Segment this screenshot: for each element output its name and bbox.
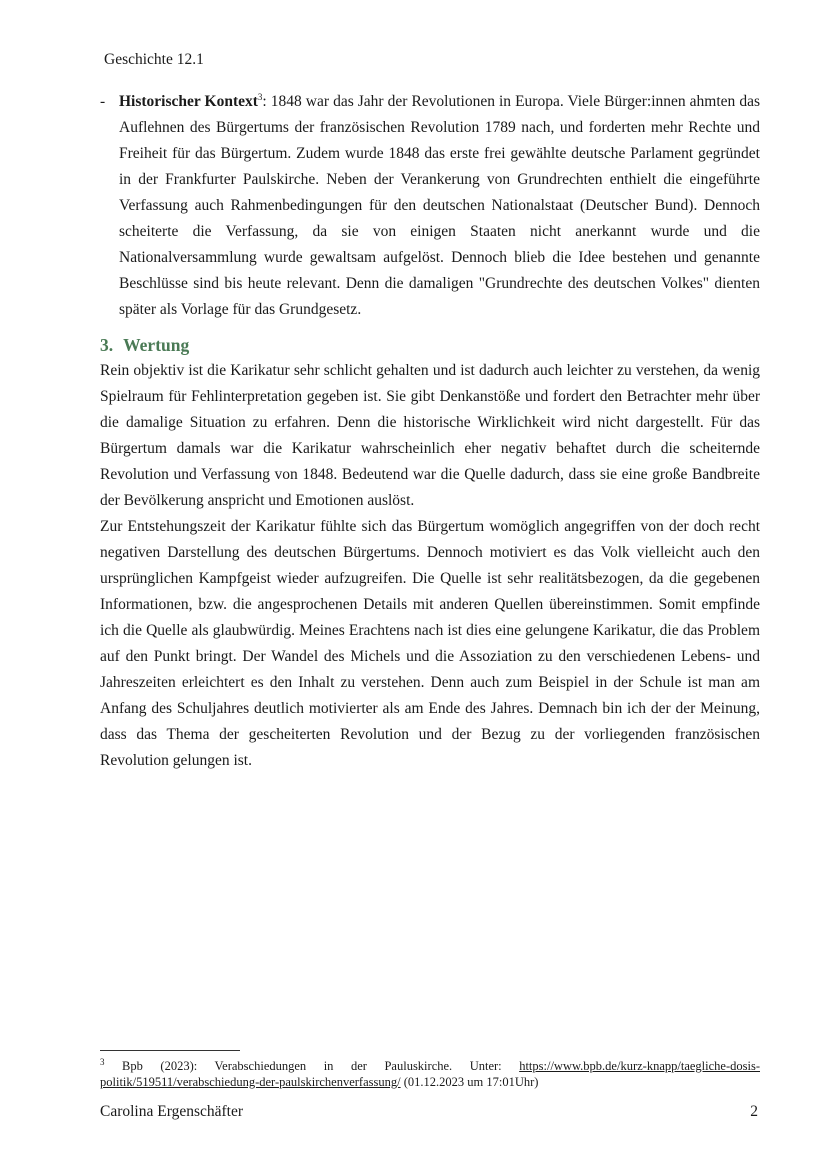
bullet-title: Historischer Kontext (119, 93, 258, 110)
footnote-marker: 3 (100, 1056, 105, 1067)
footnote-link[interactable]: https://www.bpb.de/kurz-knapp/taegliche-dosis-politik/519511/verabschiedung-der-paulskirchenverfassung/ (100, 1059, 760, 1089)
paragraph: Rein objektiv ist die Karikatur sehr schlicht gehalten und ist dadurch auch leichter zu verstehen, da wenig Spielraum für Fehlinterpretation gegeben ist. Sie gibt Denkanstöße und fordert den Betrachter mehr über die damalige Situation zu erfahren. Denn die historische Wirklichkeit wird nicht dargestellt. Für das Bürgertum damals war die Karikatur wahrscheinlich eher negativ behaftet durch die scheiternde Revolution und Verfassung von 1848. Bedeutend war die Quelle dadurch, dass sie eine große Bandbreite der Bevölkerung anspricht und Emotionen auslöst. (100, 362, 760, 509)
footnote-reference[interactable]: 3 (257, 91, 263, 102)
footnote-text: Bpb (2023): Verabschiedungen in der Pauluskirche. Unter: (104, 1059, 520, 1073)
historical-context-bullet (100, 89, 760, 323)
bullet-body: : 1848 war das Jahr der Revolutionen in Europa. Viele Bürger:innen ahmten das Auflehnen des Bürgertums der französischen Revolution 1789 nach, und forderten mehr Rechte und Freiheit für das Bürgertum. Zudem wurde 1848 das erste frei gewählte deutsche Parlament gegründet in der Frankfurter Paulskirche. Neben der Verankerung von Grundrechten enthielt die eingeführte Verfassung auch Rahmenbedingungen für den deutschen Nationalstaat (Deutscher Bund). Dennoch scheiterte die Verfassung, da sie von einigen Staaten nicht anerkannt wurde und die Nationalversammlung wurde gewaltsam aufgelöst. Dennoch blieb die Idee bestehen und genannte Beschlüsse sind bis heute relevant. Denn die damaligen "Grundrechte des deutschen Volkes" dienten später als Vorlage für das Grundgesetz. (119, 93, 760, 318)
footnote-access-date: (01.12.2023 um 17:01Uhr) (400, 1075, 539, 1089)
author-name: Carolina Ergenschäfter (100, 1103, 244, 1120)
footnote-divider (100, 1050, 240, 1051)
page-footer (100, 1102, 758, 1122)
section-number: 3. (100, 335, 114, 355)
page-number: 2 (750, 1103, 758, 1120)
page-header: Geschichte 12.1 (104, 51, 204, 68)
bullet-text (119, 89, 760, 323)
section-title: Wertung (123, 335, 190, 355)
bullet-dash: - (100, 93, 106, 110)
section-heading (100, 333, 189, 357)
section-body (100, 358, 760, 774)
footnote (100, 1058, 760, 1090)
paragraph: Zur Entstehungszeit der Karikatur fühlte sich das Bürgertum womöglich angegriffen von der doch recht negativen Darstellung des deutschen Bürgertums. Dennoch motiviert es das Volk vielleicht auch den ursprünglichen Kampfgeist wieder aufzugreifen. Die Quelle ist sehr realitätsbezogen, da die gegebenen Informationen, bzw. die angesprochenen Details mit anderen Quellen übereinstimmen. Somit empfinde ich die Quelle als glaubwürdig. Meines Erachtens nach ist dies eine gelungene Karikatur, die das Problem auf den Punkt bringt. Der Wandel des Michels und die Assoziation zu den verschiedenen Lebens- und Jahreszeiten erleichtert es den Inhalt zu verstehen. Denn auch zum Beispiel in der Schule ist man am Anfang des Schuljahres deutlich motivierter als am Ende des Jahres. Demnach bin ich der der Meinung, dass das Thema der gescheiterten Revolution und der Bezug zu der vorliegenden französischen Revolution gelungen ist. (100, 518, 760, 769)
